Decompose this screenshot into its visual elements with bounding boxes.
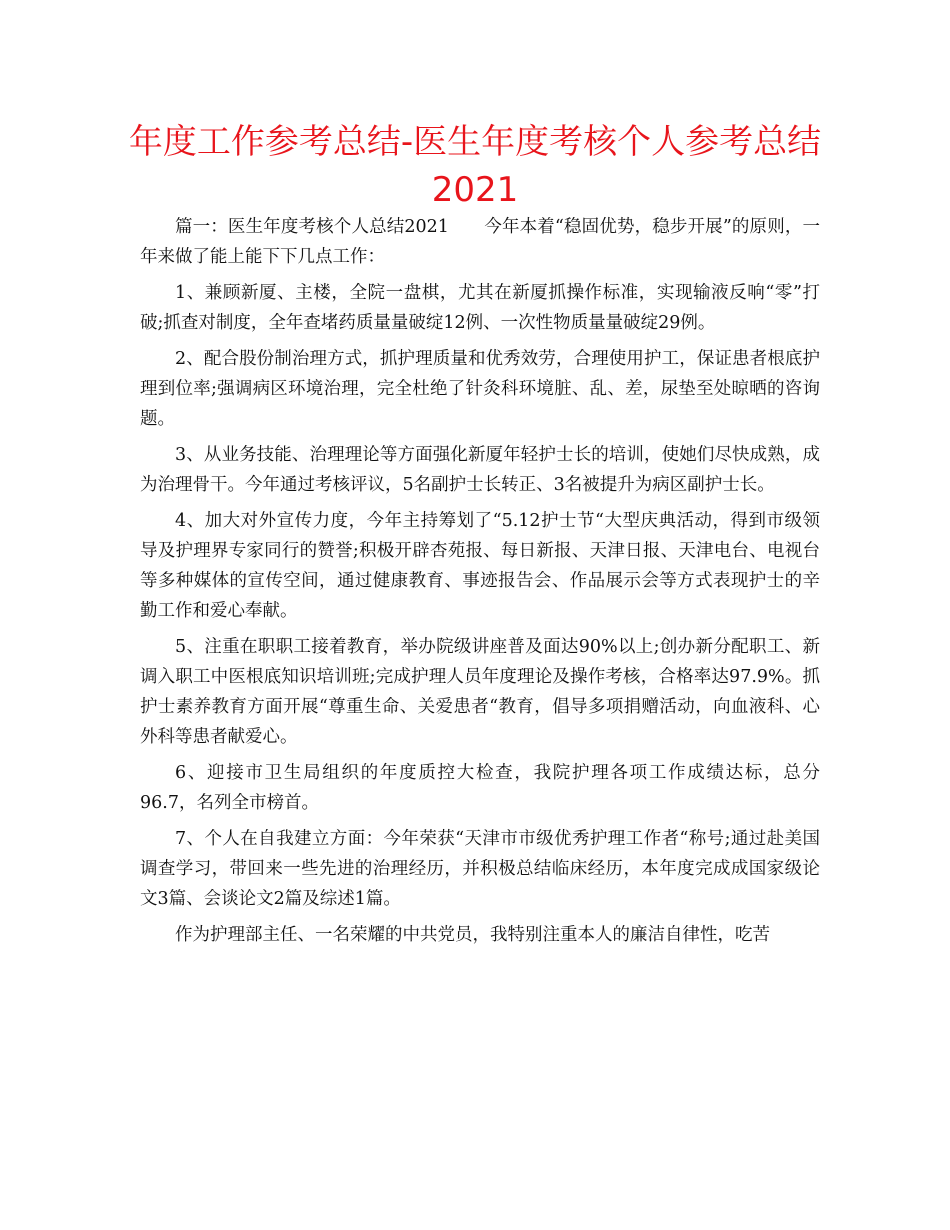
paragraph-item-2: 2、配合股份制治理方式，抓护理质量和优秀效劳，合理使用护工，保证患者根底护理到位率;强调病区环境治理，完全杜绝了针灸科环境脏、乱、差，尿垫至处晾晒的咨询题。 bbox=[140, 349, 820, 429]
paragraph-item-1: 1、兼顾新厦、主楼，全院一盘棋，尤其在新厦抓操作标准，实现输液反响“零”打破;抓查对制度，全年查堵药质量量破绽12例、一次性物质量量破绽29例。 bbox=[140, 283, 820, 333]
title-line-2: 2021 bbox=[431, 170, 519, 210]
title-line-1: 年度工作参考总结-医生年度考核个人参考总结 bbox=[128, 122, 822, 162]
document-body bbox=[140, 212, 820, 956]
paragraph-item-7: 7、个人在自我建立方面：今年荣获“天津市市级优秀护理工作者“称号;通过赴美国调查学习，带回来一些先进的治理经历，并积极总结临床经历，本年度完成成国家级论文3篇、会谈论文2篇及综述1篇。 bbox=[140, 829, 820, 909]
document-title bbox=[120, 118, 830, 214]
paragraph-item-5: 5、注重在职职工接着教育，举办院级讲座普及面达90%以上;创办新分配职工、新调入职工中医根底知识培训班;完成护理人员年度理论及操作考核，合格率达97.9%。抓护士素养教育方面开展“尊重生命、关爱患者“教育，倡导多项捐赠活动，向血液科、心外科等患者献爱心。 bbox=[140, 637, 820, 747]
paragraph-closing: 作为护理部主任、一名荣耀的中共党员，我特别注重本人的廉洁自律性，吃苦 bbox=[175, 925, 770, 945]
paragraph-item-3: 3、从业务技能、治理理论等方面强化新厦年轻护士长的培训，使她们尽快成熟，成为治理骨干。今年通过考核评议，5名副护士长转正、3名被提升为病区副护士长。 bbox=[140, 445, 820, 495]
paragraph-item-4: 4、加大对外宣传力度，今年主持筹划了“5.12护士节“大型庆典活动，得到市级领导及护理界专家同行的赞誉;积极开辟杏苑报、每日新报、天津日报、天津电台、电视台等多种媒体的宣传空间，通过健康教育、事迹报告会、作品展示会等方式表现护士的辛勤工作和爱心奉献。 bbox=[140, 511, 820, 621]
paragraph-intro: 篇一：医生年度考核个人总结2021 今年本着“稳固优势，稳步开展”的原则，一年来做了能上能下下几点工作： bbox=[140, 217, 820, 267]
paragraph-item-6: 6、迎接市卫生局组织的年度质控大检查，我院护理各项工作成绩达标，总分96.7，名列全市榜首。 bbox=[140, 763, 820, 813]
